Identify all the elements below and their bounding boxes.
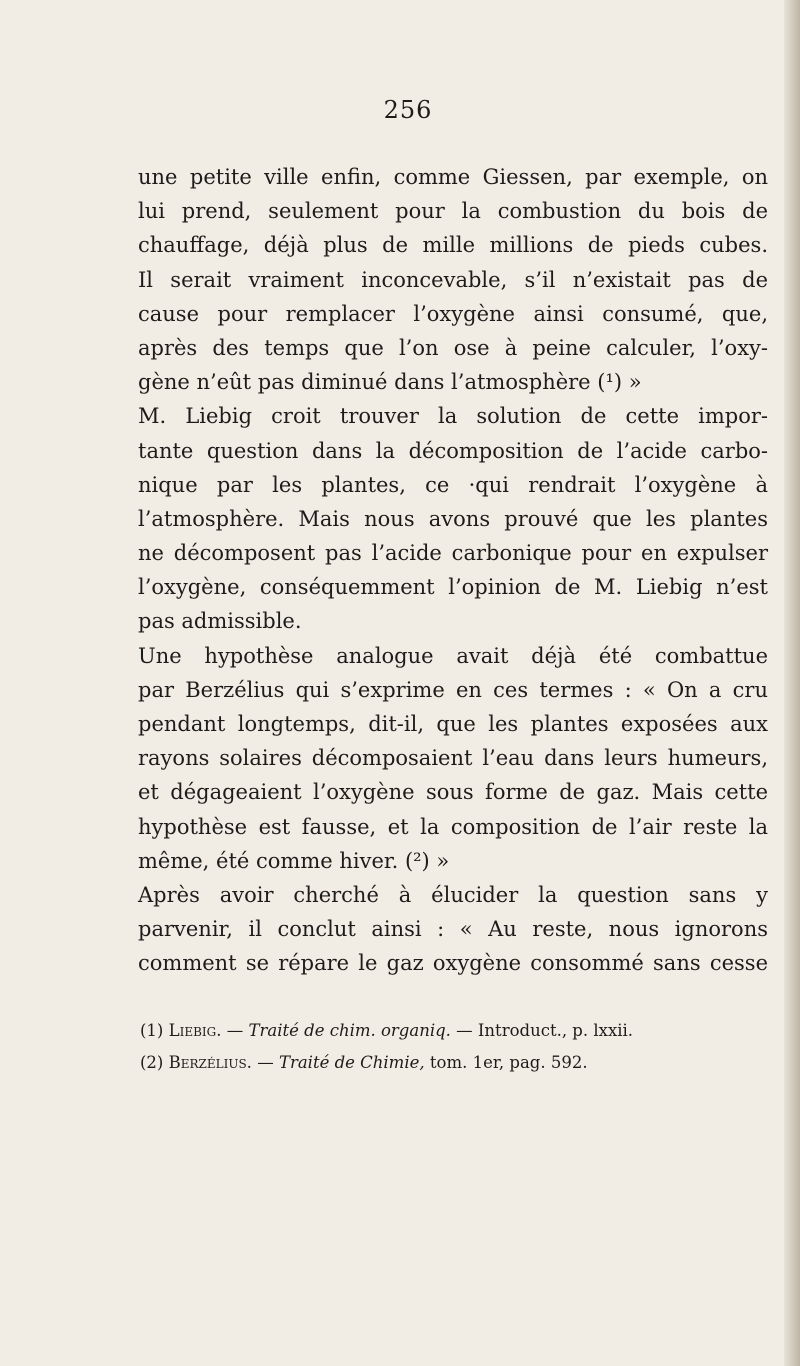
footnote-marker: (2) xyxy=(140,1053,164,1072)
footnote-dash: — xyxy=(257,1053,274,1072)
text-line: nique par les plantes, ce ·qui rendrait l’oxygène à xyxy=(138,472,768,497)
text-line: gène n’eût pas diminué dans l’atmosphère (¹) » xyxy=(138,370,642,395)
text-line: même, été comme hiver. (²) » xyxy=(138,848,450,873)
footnote-title: Traité de Chimie, xyxy=(278,1053,425,1072)
text-line: pas admissible. xyxy=(138,609,302,634)
text-line: hypothèse est fausse, et la composition de l’air reste la xyxy=(138,814,768,839)
text-line: pendant longtemps, dit-il, que les plantes exposées aux xyxy=(138,712,768,736)
footnote-author: Berzélius. xyxy=(168,1053,252,1072)
page-edge-shadow xyxy=(784,0,800,1366)
text-line: ne décomposent pas l’acide carbonique pour en expulser xyxy=(138,541,768,566)
body-text xyxy=(138,160,768,981)
text-line: après des temps que l’on ose à peine calculer, l’oxy- xyxy=(138,335,768,360)
page-number: 256 xyxy=(383,96,433,124)
text-line: l’oxygène, conséquemment l’opinion de M. Liebig n’est xyxy=(138,575,768,600)
footnote xyxy=(140,1015,765,1047)
footnote-marker: (1) xyxy=(140,1021,164,1040)
text-line: lui prend, seulement pour la combustion du bois de xyxy=(138,199,768,224)
footnote-dash: — xyxy=(226,1021,244,1040)
text-line: Après avoir cherché à élucider la question sans y xyxy=(138,882,768,907)
text-line: et dégageaient l’oxygène sous forme de gaz. Mais cette xyxy=(138,780,768,805)
text-line: rayons solaires décomposaient l’eau dans leurs humeurs, xyxy=(138,746,768,771)
text-line: une petite ville enfin, comme Giessen, par exemple, on xyxy=(138,165,768,189)
text-line: cause pour remplacer l’oxygène ainsi consumé, que, xyxy=(138,301,768,326)
text-line: parvenir, il conclut ainsi : « Au reste, nous ignorons xyxy=(138,917,768,942)
text-line: chauffage, déjà plus de mille millions de pieds cubes. xyxy=(138,233,768,258)
text-line: Il serait vraiment inconcevable, s’il n’existait pas de xyxy=(138,267,768,292)
footnote xyxy=(140,1047,765,1079)
footnote-reference: — Introduct., p. lxxii. xyxy=(456,1021,634,1040)
footnote-author: Liebig. xyxy=(168,1021,222,1040)
text-line: par Berzélius qui s’exprime en ces termes : « On a cru xyxy=(138,677,768,702)
text-line: M. Liebig croit trouver la solution de cette impor- xyxy=(138,404,768,429)
footnote-reference: tom. 1er, pag. 592. xyxy=(429,1053,588,1072)
text-line: comment se répare le gaz oxygène consommé sans cesse xyxy=(138,951,768,976)
text-line: Une hypothèse analogue avait déjà été combattue xyxy=(138,643,768,668)
footnote-title: Traité de chim. organiq. xyxy=(248,1021,451,1040)
text-line: l’atmosphère. Mais nous avons prouvé que les plantes xyxy=(138,506,768,531)
footnotes xyxy=(140,1015,765,1079)
text-line: tante question dans la décomposition de l’acide carbo- xyxy=(138,438,768,463)
